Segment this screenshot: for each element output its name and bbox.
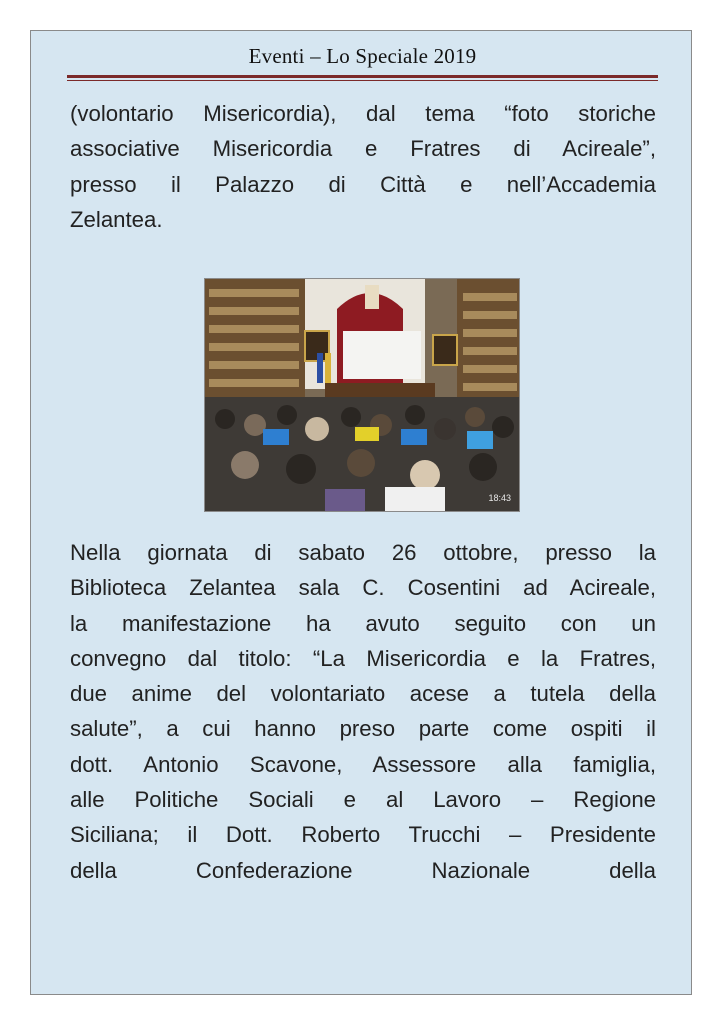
paragraph-line: salute”, a cui hanno preso parte come ospiti il [70,716,656,742]
paragraph-line: Zelantea. [70,206,163,232]
paragraph-line: (volontario Misericordia), dal tema “foto storiche [70,101,656,126]
paragraph-line: Nella giornata di sabato 26 ottobre, presso la [70,540,656,565]
paragraph-line: convegno dal titolo: “La Misericordia e la Fratres, [70,645,656,671]
paragraph-line: Siciliana; il Dott. Roberto Trucchi – Presidente [70,822,656,848]
paragraph-line: la manifestazione ha avuto seguito con un [70,610,656,636]
paragraph-line: Biblioteca Zelantea sala C. Cosentini ad Acireale, [70,575,656,601]
paragraph-line: presso il Palazzo di Città e nell’Accademia [70,171,656,197]
paragraph-line: due anime del volontariato acese a tutela della [70,681,656,707]
paragraph-line: alle Politiche Sociali e al Lavoro – Regione [70,787,656,813]
paragraph-1 [70,96,656,237]
event-photo [204,278,520,512]
header-divider [67,75,658,78]
paragraph-2 [70,535,656,888]
paragraph-line: dott. Antonio Scavone, Assessore alla famiglia, [70,751,656,777]
header-divider-thin [67,80,658,81]
photo-timestamp: 18:43 [488,493,511,503]
paragraph-line: associative Misericordia e Fratres di Acireale”, [70,136,656,162]
page-header-title: Eventi – Lo Speciale 2019 [248,44,477,68]
paragraph-line: della Confederazione Nazionale della [70,857,656,883]
